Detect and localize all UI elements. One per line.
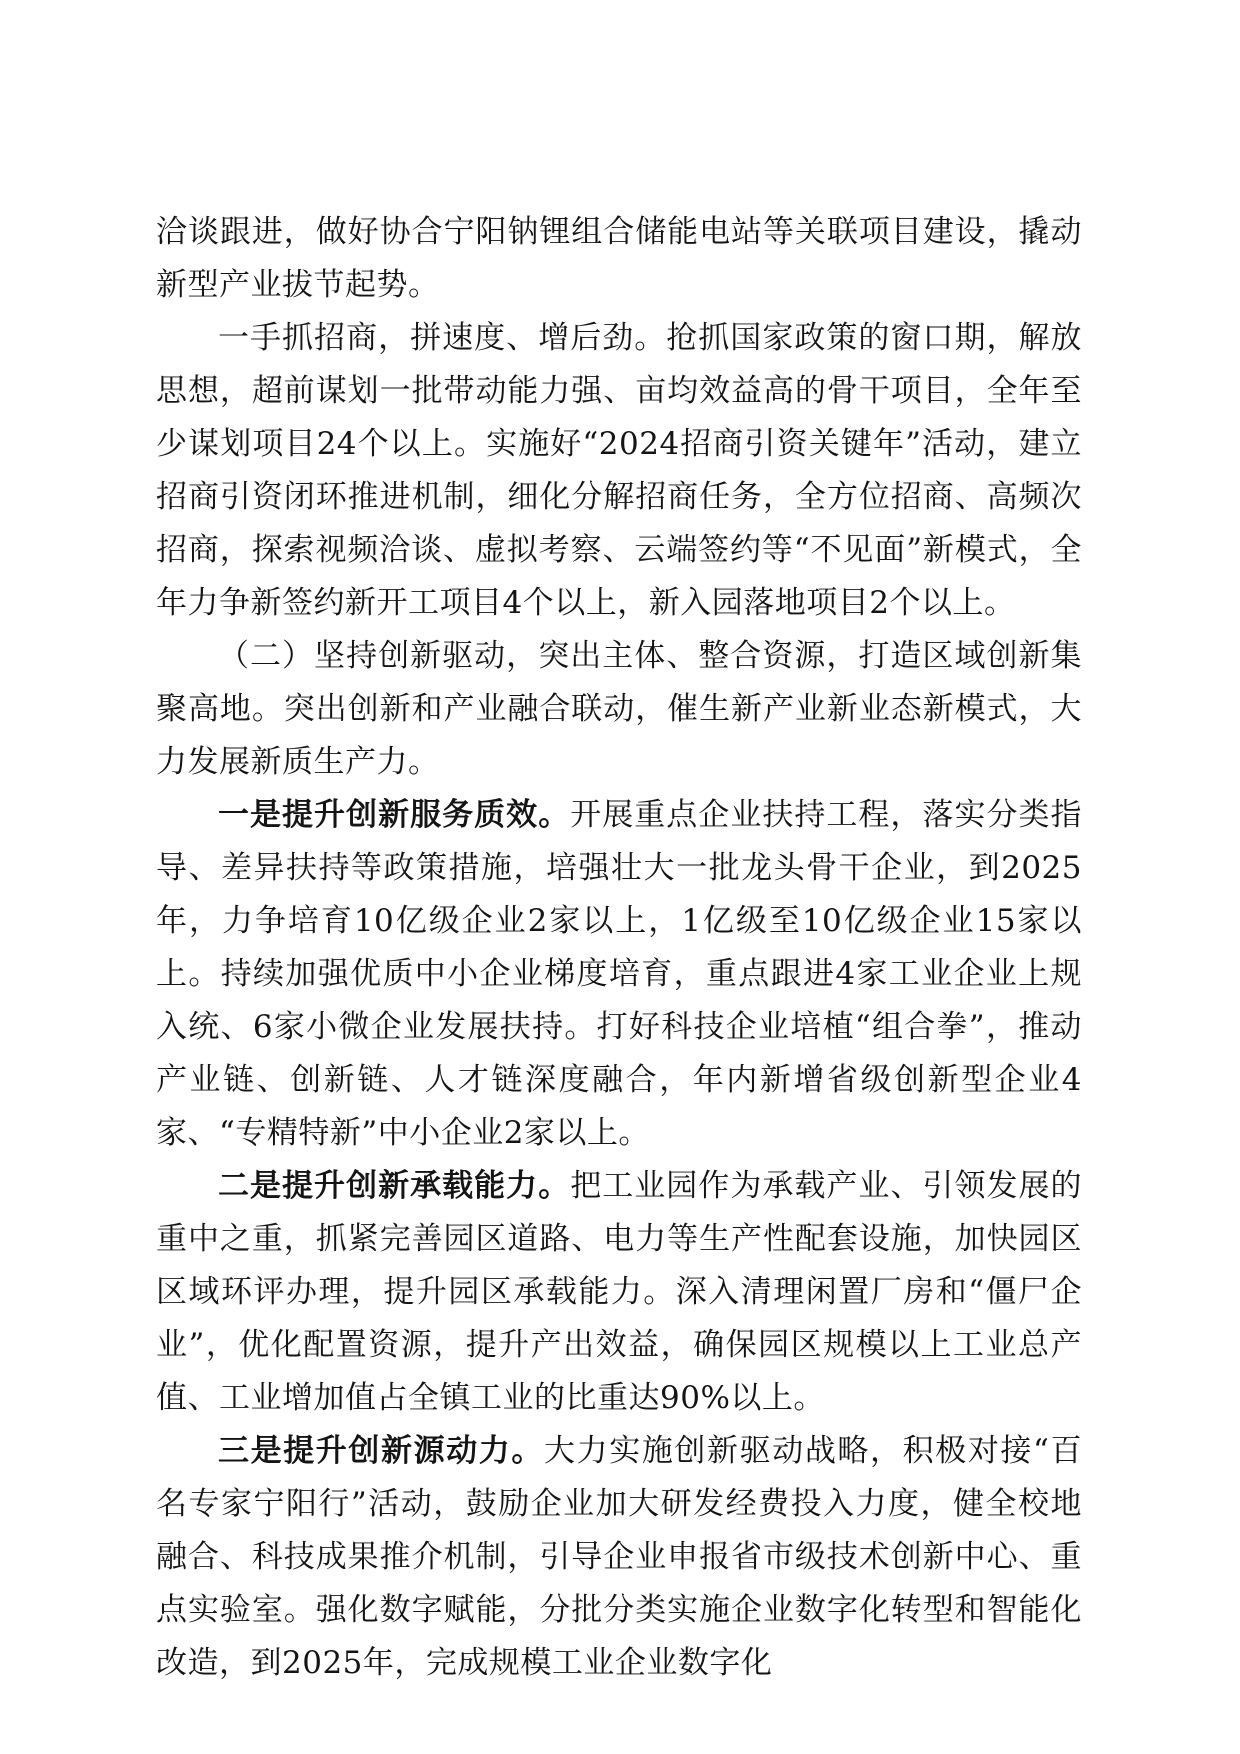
paragraph-lead-heading: 二是提升创新承载能力。 <box>218 1168 571 1204</box>
document-body <box>156 206 1082 1690</box>
paragraph-body-text: 把工业园作为承载产业、引领发展的重中之重，抓紧完善园区道路、电力等生产性配套设施，加快园区区域环评办理，提升园区承载能力。深入清理闲置厂房和“僵尸企业”，优化配置资源，提升产出效益，确保园区规模以上工业总产值、工业增加值占全镇工业的比重达90%以上。 <box>156 1168 1083 1416</box>
paragraph-continuation: 洽谈跟进，做好协合宁阳钠锂组合储能电站等关联项目建设，撬动新型产业拔节起势。 <box>156 214 1082 303</box>
paragraph-investment-attraction: 一手抓招商，拼速度、增后劲。抢抓国家政策的窗口期，解放思想，超前谋划一批带动能力强、亩均效益高的骨干项目，全年至少谋划项目24个以上。实施好“2024招商引资关键年”活动，建立招商引资闭环推进机制，细化分解招商任务，全方位招商、高频次招商，探索视频洽谈、虚拟考察、云端签约等“不见面”新模式，全年力争新签约新开工项目4个以上，新入园落地项目2个以上。 <box>156 320 1082 621</box>
section-heading-innovation-driven: （二）坚持创新驱动，突出主体、整合资源，打造区域创新集聚高地。突出创新和产业融合联动，催生新产业新业态新模式，大力发展新质生产力。 <box>156 638 1082 780</box>
paragraph-body-text: 大力实施创新驱动战略，积极对接“百名专家宁阳行”活动，鼓励企业加大研发经费投入力度，健全校地融合、科技成果推介机制，引导企业申报省市级技术创新中心、重点实验室。强化数字赋能，分批分类实施企业数字化转型和智能化改造，到2025年，完成规模工业企业数字化 <box>156 1433 1082 1681</box>
paragraph-innovation-capacity <box>156 1160 1082 1425</box>
paragraph-innovation-source <box>156 1425 1082 1690</box>
paragraph-lead-heading: 一是提升创新服务质效。 <box>218 797 571 833</box>
paragraph-innovation-service <box>156 789 1082 1160</box>
paragraph-lead-heading: 三是提升创新源动力。 <box>218 1433 545 1469</box>
paragraph-body-text: 开展重点企业扶持工程，落实分类指导、差异扶持等政策措施，培强壮大一批龙头骨干企业，到2025年，力争培育10亿级企业2家以上，1亿级至10亿级企业15家以上。持续加强优质中小企业梯度培育，重点跟进4家工业企业上规入统、6家小微企业发展扶持。打好科技企业培植“组合拳”，推动产业链、创新链、人才链深度融合，年内新增省级创新型企业4家、“专精特新”中小企业2家以上。 <box>156 797 1083 1151</box>
